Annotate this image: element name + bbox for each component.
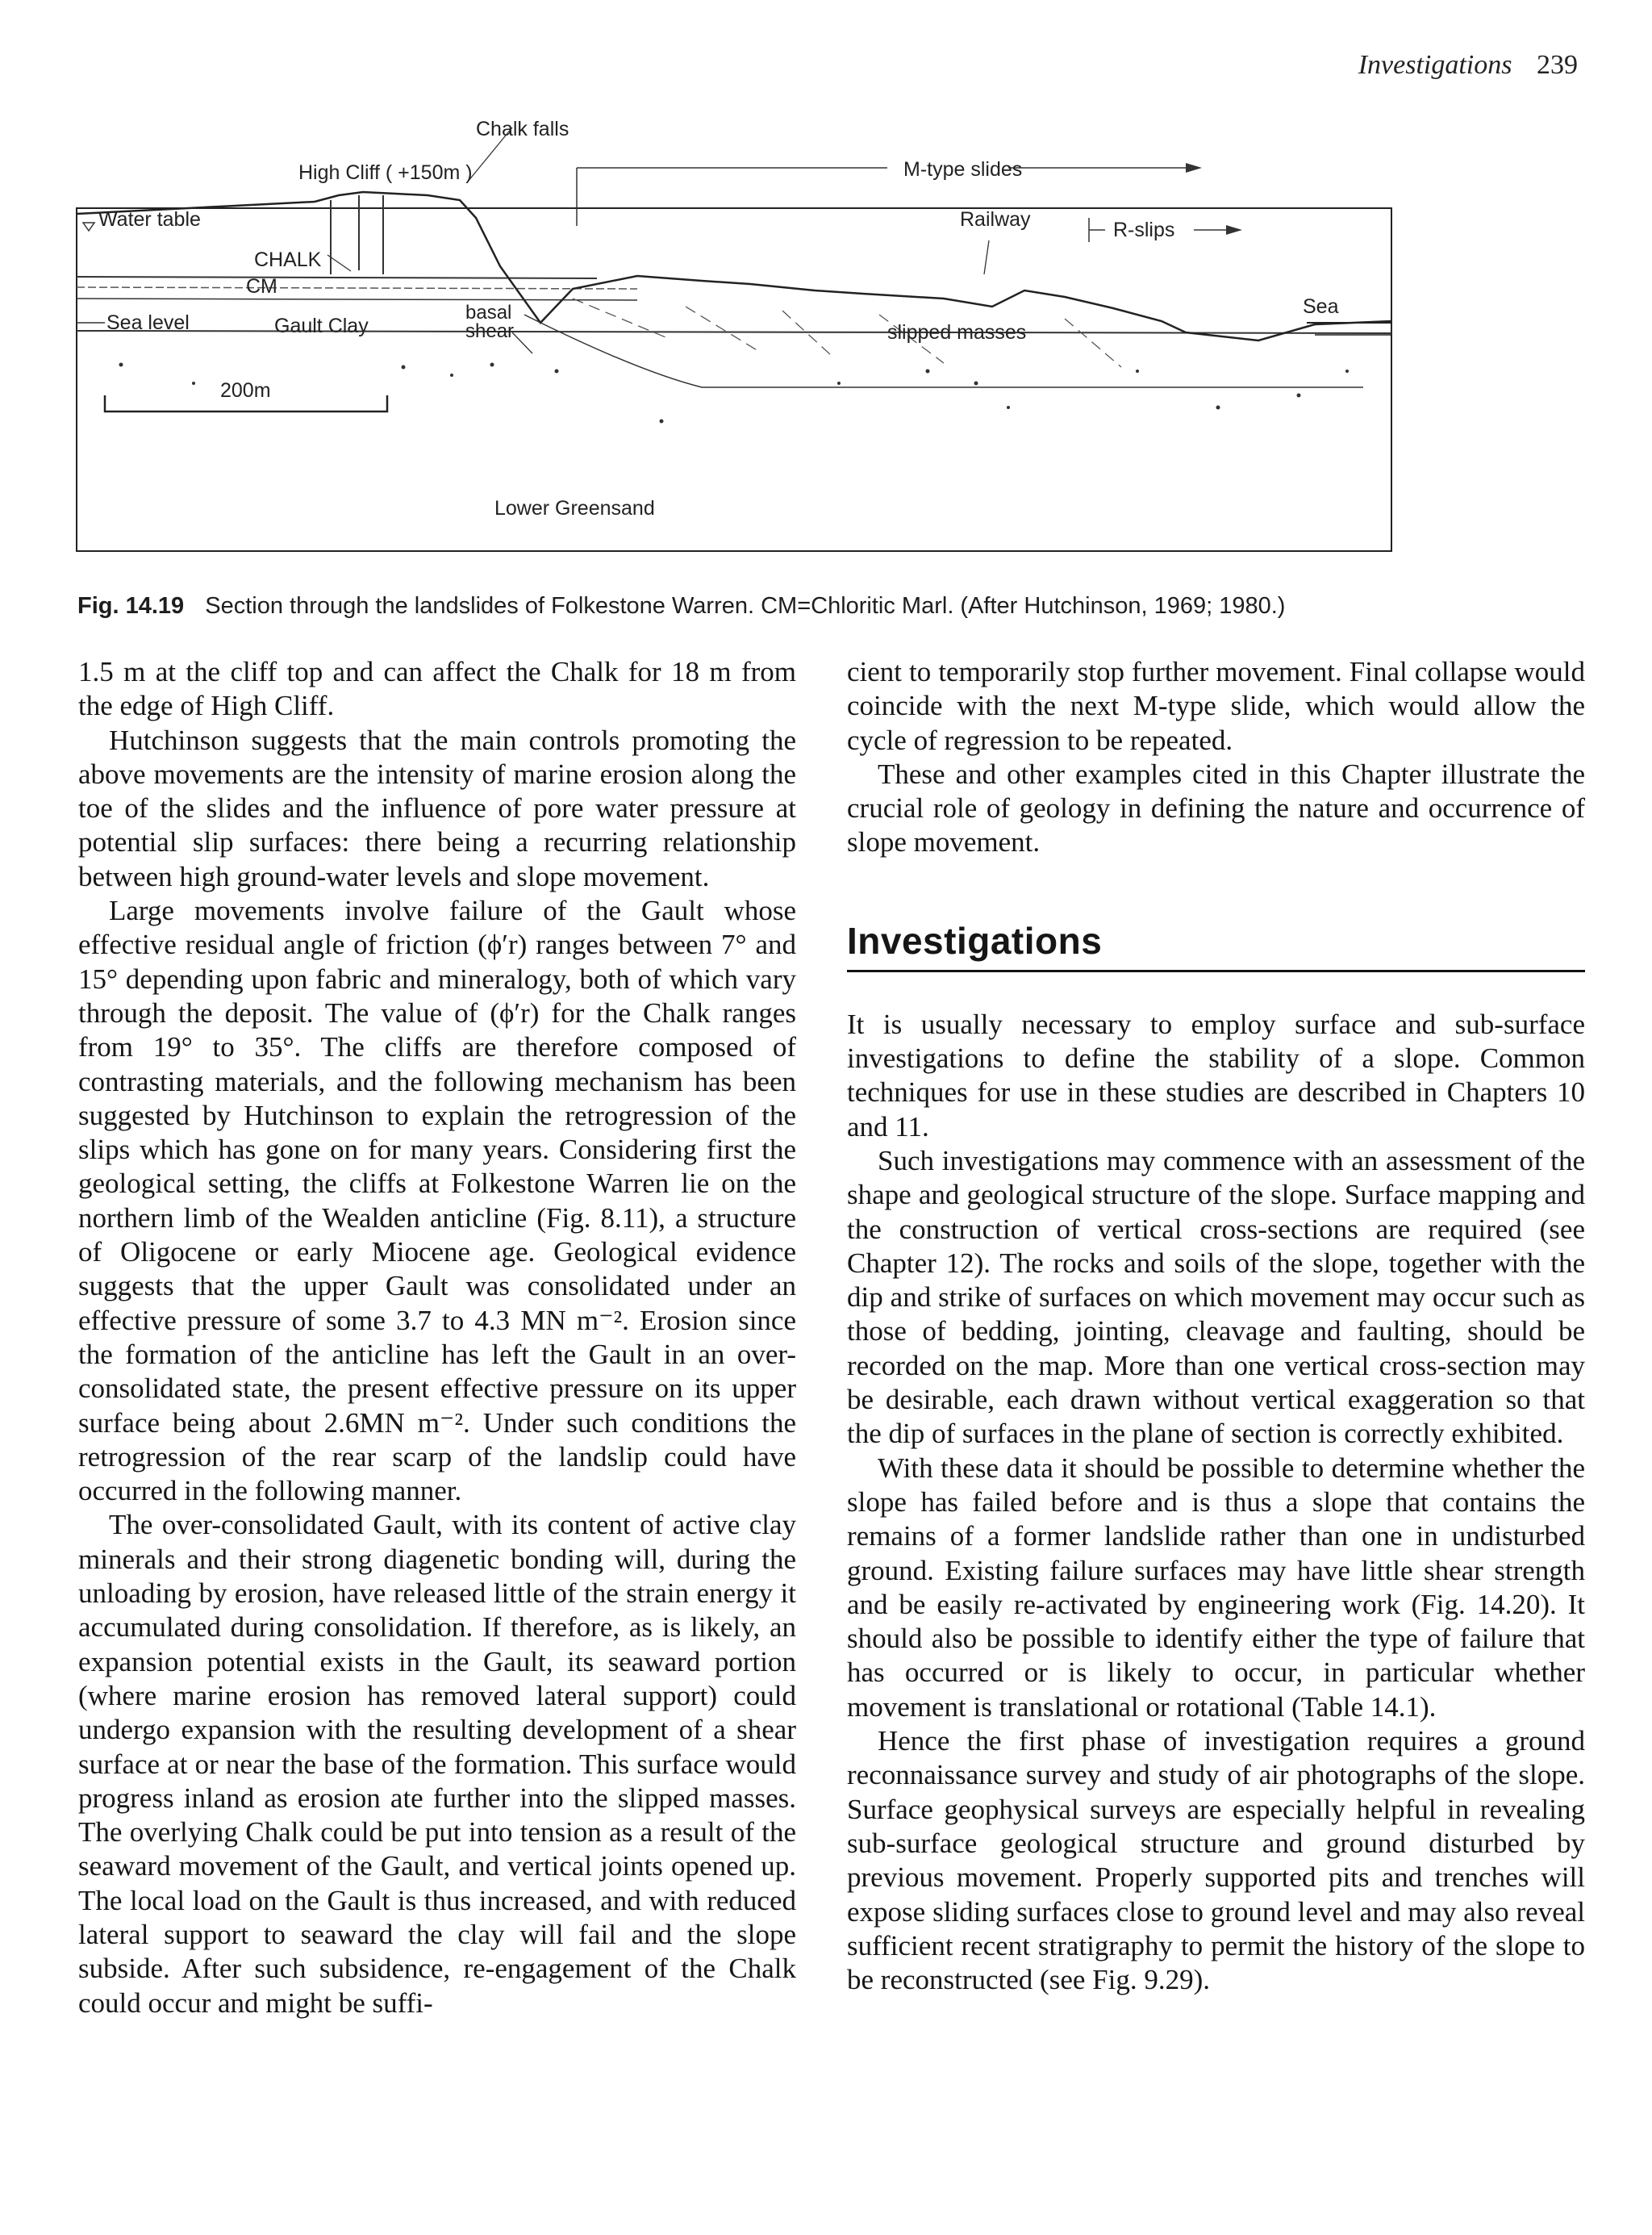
chalk-base-line xyxy=(77,277,597,278)
paragraph: It is usually necessary to employ surface and sub-surface investigations to define the stability of a slope. Common techniques for use in these studies are described in Chapters 10 and 11. xyxy=(847,1008,1585,1143)
paragraph: Hence the first phase of investigation requires a ground reconnaissance survey and study of air photographs of the slope. Surface geophysical surveys are especially helpful in revealing sub-surface geological structure and ground disturbed by previous movement. Properly supported pits and trenches will expose sliding surfaces close to ground level and may also reveal sufficient recent stratigraphy to permit the history of the slope to be reconstructed (see Fig. 9.29). xyxy=(847,1725,1585,1996)
label-basal: basal xyxy=(465,302,512,324)
paragraph: Large movements involve failure of the Gault whose effective residual angle of friction (ϕ′r) ranges between 7° and 15° depending upon fabric and mineralogy, both of which vary through the deposit. The value of (ϕ′r) for the Chalk ranges from 19° to 35°. The cliffs are therefore composed of contrasting materials, and the following mechanism has been suggested by Hutchinson to explain the retrogression of the slips which has gone on for many years. Considering first the geological setting, the cliffs at Folkestone Warren lie on the northern limb of the Wealden anticline (Fig. 8.11), a structure of Oligocene or early Miocene age. Geological evidence suggests that the upper Gault was consolidated under an effective pressure of some 3.7 to 4.3 MN m⁻². Erosion since the formation of the anticline has left the Gault in an over-consolidated state, the present effective pressure on its upper surface being about 2.6MN m⁻². Under such conditions the retrogression of the rear scarp of the landslip could have occurred in the following manner. xyxy=(78,895,796,1507)
figure-cross-section xyxy=(73,105,1395,557)
paragraph: cient to temporarily stop further movement. Final collapse would coincide with the next M-type slide, which would allow the cycle of regression to be repeated. xyxy=(847,656,1585,756)
right-column xyxy=(847,655,1585,1997)
page-number: 239 xyxy=(1537,50,1578,80)
figure-label: Fig. 14.19 xyxy=(77,593,185,619)
running-head xyxy=(1358,50,1578,81)
gault-top-line xyxy=(77,299,637,300)
label-water-table: Water table xyxy=(98,208,201,231)
label-high-cliff: High Cliff ( +150m ) xyxy=(298,161,473,184)
railway-leader xyxy=(984,240,989,274)
left-column xyxy=(78,655,796,2020)
basal-shear-leader xyxy=(512,332,532,353)
section-heading: Investigations xyxy=(847,918,1585,972)
cross-section-diagram xyxy=(73,105,1395,557)
label-shear: shear xyxy=(465,320,515,342)
paragraph: With these data it should be possible to determine whether the slope has failed before and is thus a slope that contains the remains of a former landslide rather than one in undisturbed ground. Existing failure surfaces may have little shear strength and be easily re-activated by engineering work (Fig. 14.20). It should also be possible to identify either the type of failure that has occurred or is likely to occur, in particular whether movement is translational or rotational (Table 14.1). xyxy=(847,1452,1585,1723)
cm-line xyxy=(77,287,637,289)
paragraph: These and other examples cited in this Chapter illustrate the crucial role of geology in defining the nature and occurrence of slope movement. xyxy=(847,758,1585,858)
running-head-title: Investigations xyxy=(1358,50,1512,80)
paragraph: The over-consolidated Gault, with its content of active clay minerals and their strong diagenetic bonding will, during the unloading by erosion, have released little of the strain energy it accumulated during consolidation. If therefore, as is likely, an expansion potential exists in the Gault, its seaward portion (where marine erosion has removed lateral support) could undergo expansion with the resulting development of a shear surface at or near the base of the formation. This surface would progress inland as erosion ate further into the slipped masses. The overlying Chalk could be put into tension as a result of the seaward movement of the Gault, and vertical joints opened up. The local load on the Gault is thus increased, and with reduced lateral support to seaward the clay will fail and the slope subside. After such subsidence, re-engagement of the Chalk could occur and might be suffi- xyxy=(78,1509,796,2019)
water-table-symbol xyxy=(83,223,94,231)
label-sea-level: Sea level xyxy=(106,311,190,334)
m-type-arrowhead xyxy=(1186,163,1202,173)
label-m-type-slides: M-type slides xyxy=(903,158,1023,181)
label-cm: CM xyxy=(246,275,277,298)
paragraph: 1.5 m at the cliff top and can affect the Chalk for 18 m from the edge of High Cliff. xyxy=(78,656,796,722)
figure-caption-text: Section through the landslides of Folkestone Warren. CM=Chloritic Marl. (After Hutchinson, 1969; 1980.) xyxy=(205,593,1286,619)
paragraph: Hutchinson suggests that the main controls promoting the above movements are the intensity of marine erosion along the toe of the slides and the influence of pore water pressure at potential slip surfaces: there being a recurring relationship between high ground-water levels and slope movement. xyxy=(78,724,796,892)
label-r-slips: R-slips xyxy=(1113,219,1175,241)
label-railway: Railway xyxy=(960,208,1031,231)
label-chalk: CHALK xyxy=(254,249,322,271)
label-sea: Sea xyxy=(1303,295,1339,318)
paragraph: Such investigations may commence with an assessment of the shape and geological structure of the slope. Surface mapping and the construction of vertical cross-sections are required (see Chapter 12). The rocks and soils of the slope, together with the dip and strike of surfaces on which movement may occur such as those of bedding, jointing, cleavage and faulting, should be recorded on the map. More than one vertical cross-section may be desirable, each drawn without vertical exaggeration so that the dip of surfaces in the plane of section is correctly exhibited. xyxy=(847,1144,1585,1450)
greensand-dots xyxy=(119,363,1350,424)
r-slips-arrowhead xyxy=(1226,225,1242,235)
label-gault-clay: Gault Clay xyxy=(274,315,369,337)
figure-caption xyxy=(77,593,1578,620)
label-chalk-falls: Chalk falls xyxy=(476,118,569,140)
label-scale: 200m xyxy=(220,379,271,402)
label-lower-greensand: Lower Greensand xyxy=(494,497,655,520)
label-slipped-masses: slipped masses xyxy=(887,321,1027,344)
